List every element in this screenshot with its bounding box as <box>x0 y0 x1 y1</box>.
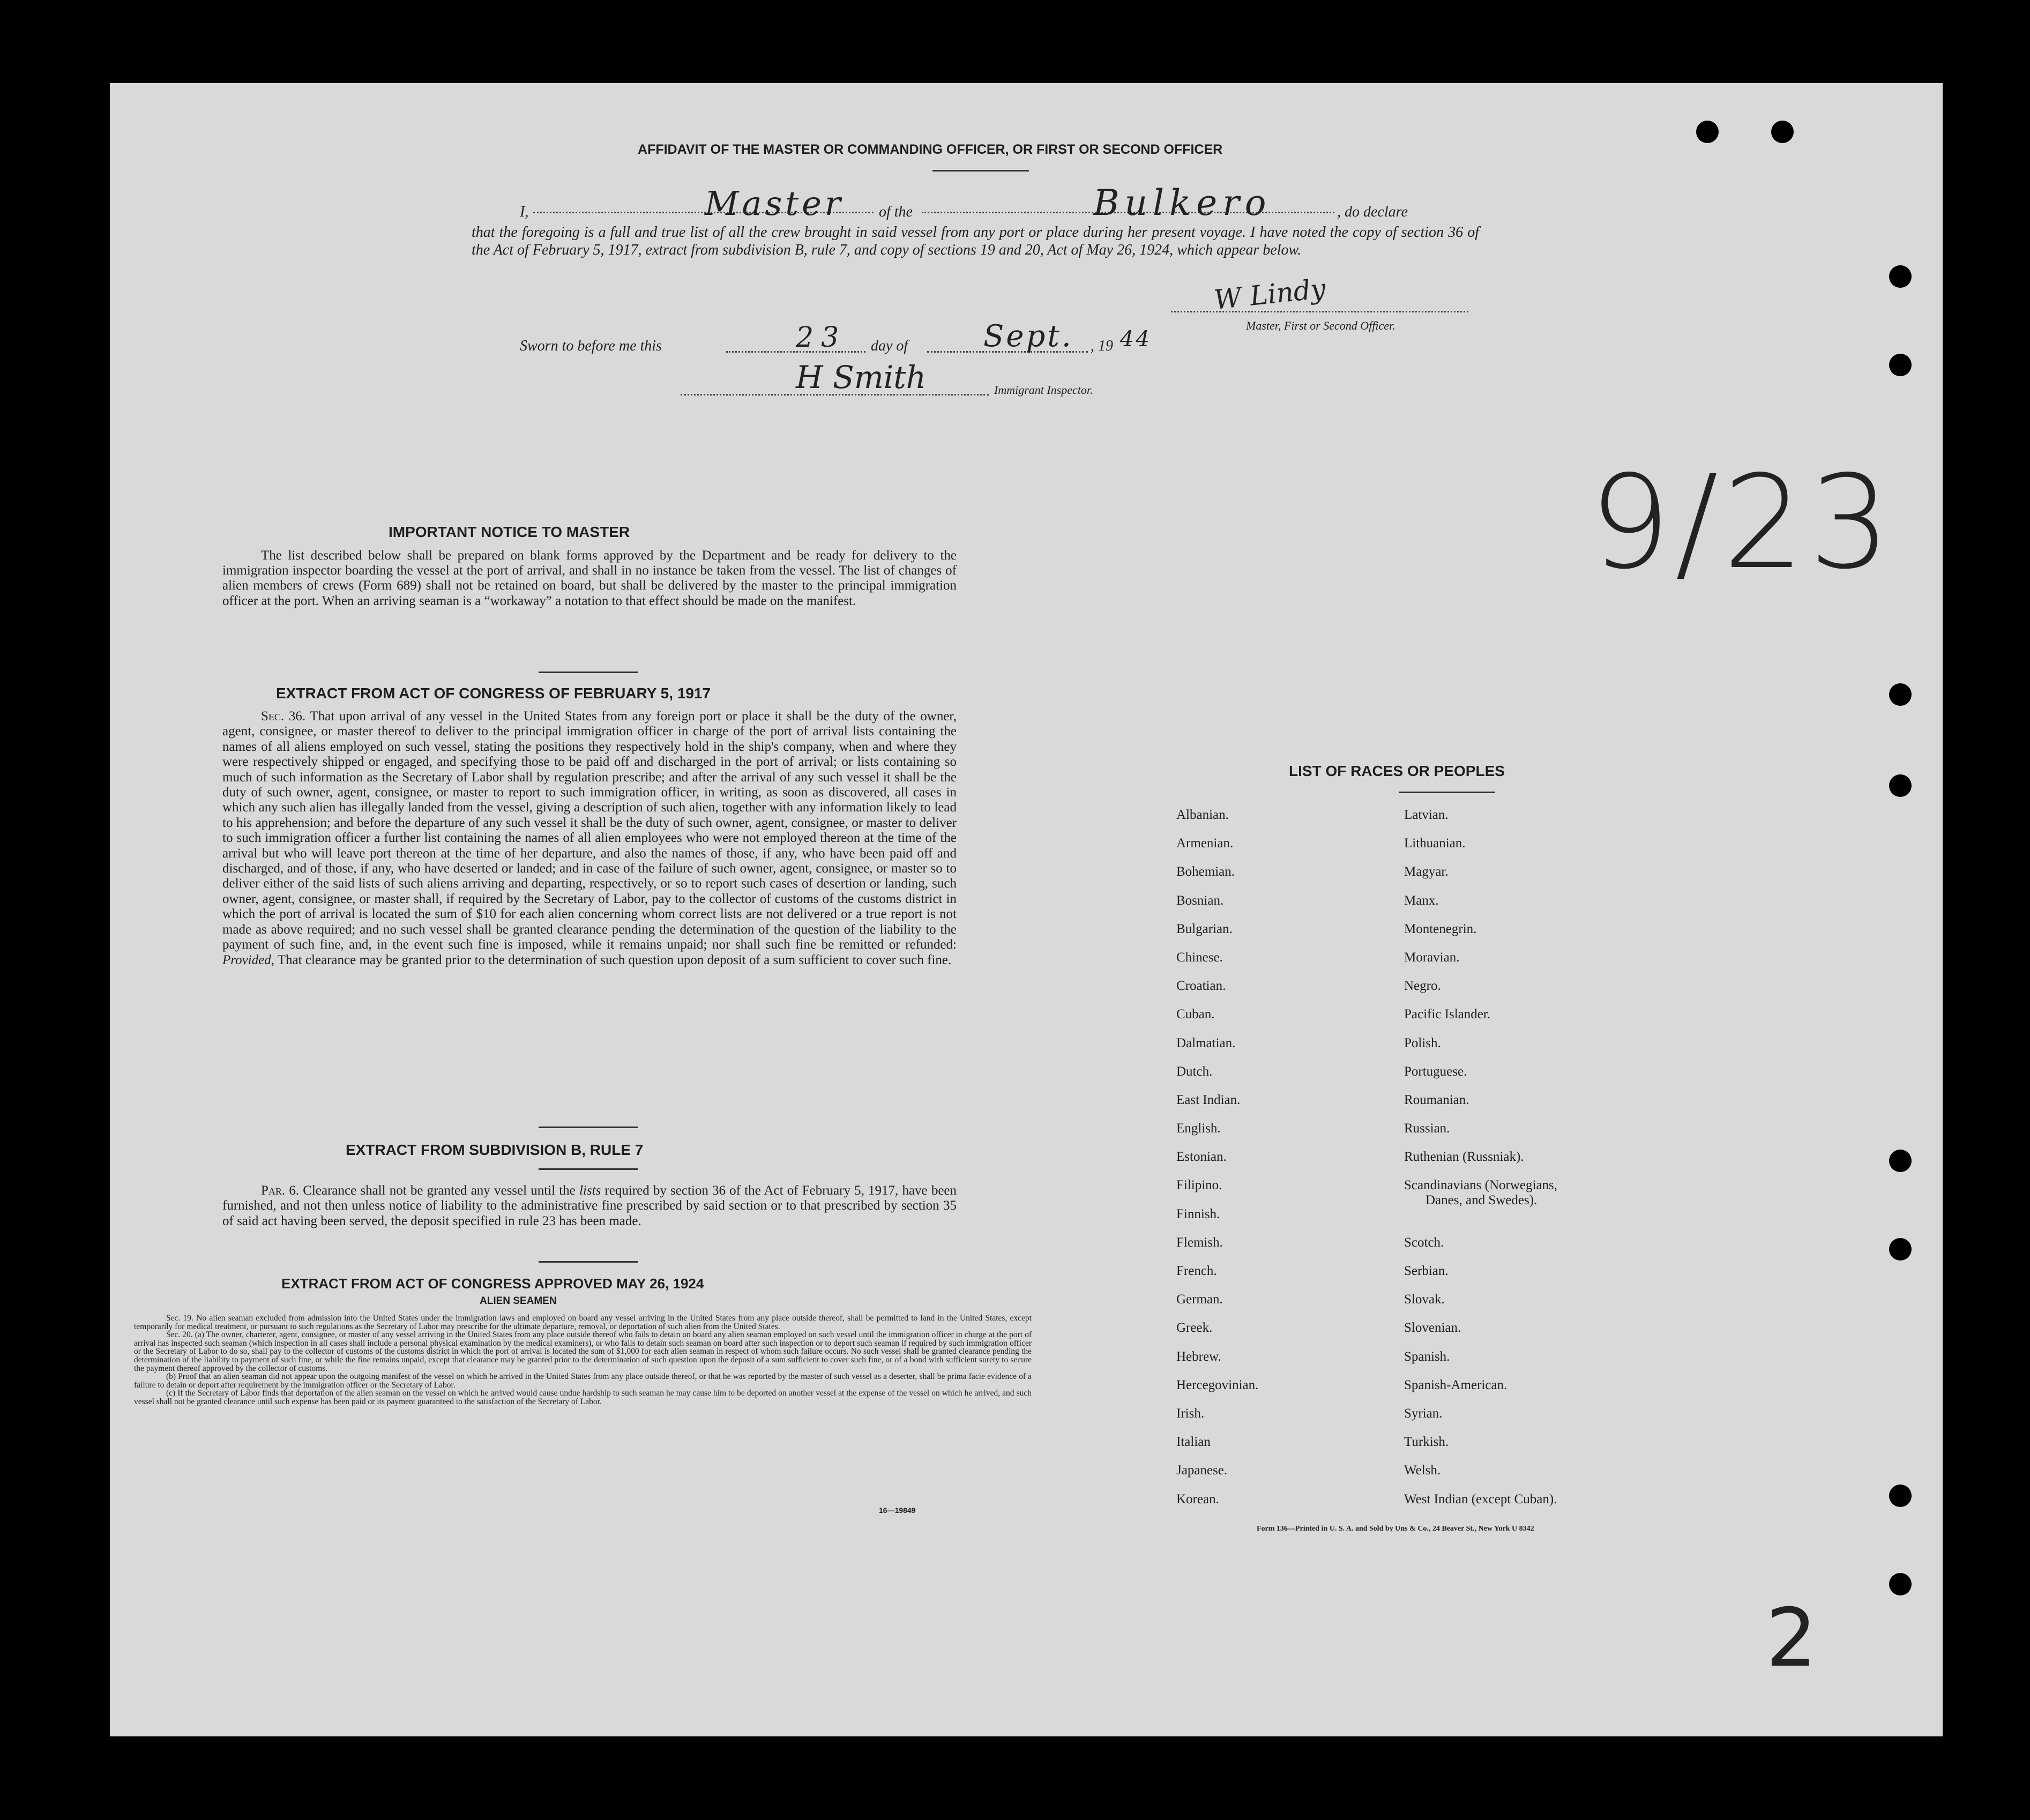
sec-19-text: Sec. 19. No alien seaman excluded from admission into the United States under the immigration laws and employed on board any vessel arriving in the United States from any place outside thereof, shall be permitted to land in the United States, except temporarily for medical treatment, or pursuant to such regulations as the Secretary of Labor may prescribe for the ultimate departure, removal, or deportation of such alien from the United States. <box>134 1314 1032 1331</box>
sec-36-body: That upon arrival of any vessel in the United States from any foreign port or place it shall be the duty of the owner, agent, consignee, or master thereof to deliver to the principal immigration officer in charge of the port of arrival lists containing the names of all aliens employed on such vessel, stating the positions they respectively hold in the ship's company, when and where they were respectively shipped or engaged, and specifying those to be paid off and discharged in the port of arrival; or lists containing so much of such information as the Secretary of Labor shall by regulation prescribe; and after the arrival of any such vessel it shall be the duty of such owner, agent, consignee, or master to report to such immigration officer, in writing, as soon as discovered, all cases in which any such alien has illegally landed from the vessel, giving a description of such alien, together with any information likely to lead to his apprehension; and before the departure of any such vessel it shall be the duty of such owner, agent, consignee, or master to deliver to such immigration officer a further list containing the names of all alien employees who were not employed thereon at the time of the arrival but who will leave port thereon at the time of her departure, and also the names of those, if any, who have been paid off and discharged, and of those, if any, who have deserted or landed; and in case of the failure of such owner, agent, consignee, or master so to deliver either of the said lists of such aliens arriving and departing, respectively, or so to report such cases of desertion or landing, such owner, agent, consignee, or master shall, if required by the Secretary of Labor, pay to the collector of customs of the customs district in which the port of arrival is located the sum of $10 for each alien concerning whom correct lists are not delivered or a true report is not made as above required; and no such vessel shall be granted clearance pending the determination of the question of the liability to the payment of such fine, and, in the event such fine is imposed, while it remains unpaid; nor shall such fine be remitted or refunded: <box>222 709 957 952</box>
race-item: Japanese. <box>1176 1463 1228 1478</box>
sec-36-label: Sec. 36. <box>261 709 306 723</box>
rule7-body-a: Clearance shall not be granted any vessel until the <box>303 1183 576 1198</box>
races-title: LIST OF RACES OR PEOPLES <box>1289 763 1505 779</box>
inspector-signature: H Smith <box>796 359 926 396</box>
alien-seamen-subtitle: ALIEN SEAMEN <box>480 1295 557 1307</box>
punch-hole <box>1889 1150 1912 1172</box>
race-item: West Indian (except Cuban). <box>1404 1491 1557 1506</box>
race-item: Croatian. <box>1176 979 1226 994</box>
master-signature: W Lindy <box>1212 273 1327 316</box>
rule7-text <box>222 1183 957 1229</box>
title-rule <box>932 170 1029 171</box>
race-item: Scotch. <box>1404 1235 1444 1250</box>
race-item: Italian <box>1176 1435 1211 1450</box>
year-prefix: , 19 <box>1091 338 1113 354</box>
punch-hole <box>1889 1238 1912 1260</box>
race-item: Ruthenian (Russniak). <box>1404 1150 1524 1165</box>
punch-hole <box>1889 354 1912 376</box>
handwritten-date-note: 9/23 <box>1589 447 1895 598</box>
race-item: Lithuanian. <box>1404 836 1466 851</box>
document-page <box>110 83 1943 1736</box>
race-item: Slovenian. <box>1404 1321 1461 1336</box>
race-item: Roumanian. <box>1404 1092 1469 1107</box>
race-item: Slovak. <box>1404 1292 1445 1307</box>
race-item: Korean. <box>1176 1491 1219 1506</box>
vessel-handwritten: Bulkero <box>1093 182 1272 223</box>
inspector-caption: Immigrant Inspector. <box>994 383 1093 397</box>
race-item: Danes, and Swedes). <box>1426 1193 1538 1208</box>
punch-hole <box>1889 1485 1912 1507</box>
do-declare-label: , do declare <box>1337 204 1408 220</box>
race-item: French. <box>1176 1264 1217 1278</box>
race-item: Armenian. <box>1176 836 1234 851</box>
race-item: Estonian. <box>1176 1150 1227 1165</box>
par-6-label: Par. 6. <box>261 1183 300 1198</box>
punch-hole <box>1889 1573 1912 1595</box>
punch-hole <box>1696 121 1719 143</box>
i-label: I, <box>520 204 529 220</box>
provided-word: Provided, <box>222 952 274 967</box>
race-item: Flemish. <box>1176 1235 1223 1250</box>
printer-footer: Form 136—Printed in U. S. A. and Sold by Uns & Co., 24 Beaver St., New York U 8342 <box>1257 1525 1534 1533</box>
race-item: Portuguese. <box>1404 1064 1467 1079</box>
race-item: Latvian. <box>1404 808 1449 822</box>
rule7-body-b: required by section 36 of the Act of February 5, 1917, have been furnished, and not then unless notice of liability to the administrative fine prescribed by said section or to that prescribed by section 35 of said act having been served, the deposit specified in rule 23 has been made. <box>222 1183 957 1228</box>
races-title-rule <box>1399 792 1495 793</box>
lists-word: lists <box>579 1183 601 1198</box>
race-item: East Indian. <box>1176 1092 1241 1107</box>
race-item: Bulgarian. <box>1176 921 1233 936</box>
race-item: Syrian. <box>1404 1406 1443 1421</box>
race-item: Filipino. <box>1176 1178 1222 1193</box>
race-item: Welsh. <box>1404 1463 1441 1478</box>
race-item: Irish. <box>1176 1406 1205 1421</box>
affidavit-title: AFFIDAVIT OF THE MASTER OR COMMANDING OFFICER, OR FIRST OR SECOND OFFICER <box>638 142 1223 157</box>
day-of-label: day of <box>871 338 908 354</box>
race-item: Finnish. <box>1176 1206 1220 1221</box>
race-item: Spanish. <box>1404 1349 1450 1364</box>
sworn-label: Sworn to before me this <box>520 338 662 354</box>
race-item: Pacific Islander. <box>1404 1007 1491 1022</box>
race-item: Dalmatian. <box>1176 1035 1236 1050</box>
of-the-label: of the <box>879 204 913 220</box>
extract-1924-text <box>134 1314 1032 1406</box>
race-item: Magyar. <box>1404 864 1449 879</box>
race-item: Cuban. <box>1176 1007 1215 1022</box>
race-item: Hercegovinian. <box>1176 1377 1259 1392</box>
declarant-handwritten: Master <box>705 184 844 223</box>
races-left-column <box>1176 808 1258 1520</box>
race-item: Hebrew. <box>1176 1349 1221 1364</box>
race-item: Moravian. <box>1404 950 1460 965</box>
race-item: Bohemian. <box>1176 864 1235 879</box>
punch-hole <box>1889 265 1912 288</box>
race-item: Russian. <box>1404 1121 1450 1136</box>
sworn-month: Sept. <box>983 319 1073 354</box>
race-item: Greek. <box>1176 1321 1213 1336</box>
section-rule <box>539 1127 638 1128</box>
race-item: Turkish. <box>1404 1435 1449 1450</box>
race-item: Albanian. <box>1176 808 1229 822</box>
notice-title: IMPORTANT NOTICE TO MASTER <box>389 524 630 540</box>
sec-20a-text: Sec. 20. (a) The owner, charterer, agent, consignee, or master of any vessel arriving in the United States from any place outside thereof who fails to detain on board any alien seaman employed on such vessel until the immigration officer in charge at the port of arrival has inspected such seaman (which inspection in all cases shall include a personal physical examination by the medical examiners), or who fails to detain such seaman on board after such inspection or to deport such seaman if required by such immigration officer or the Secretary of Labor to do so, shall pay to the collector of customs of the customs district in which the port of arrival is located the sum of $1,000 for each alien seaman in respect of whom such failure occurs. No such vessel shall be granted clearance pending the determination of the liability to payment of such fine, or while the fine remains unpaid, except that clearance may be granted prior to the determination of such question upon the deposit of a sum sufficient to cover such fine, or of a bond with sufficient surety to secure the payment thereof approved by the collector of customs. <box>134 1330 1032 1373</box>
rule7-title: EXTRACT FROM SUBDIVISION B, RULE 7 <box>346 1142 644 1158</box>
punch-hole <box>1889 683 1912 706</box>
sec-20b-text: (b) Proof that an alien seaman did not appear upon the outgoing manifest of the vessel on which he arrived in the United States from any place outside thereof, or that he was reported by the master of such vessel as a deserter, shall be prima facie evidence of a failure to detain or deport after requirement by the immigration officer or the Secretary of Labor. <box>134 1372 1032 1390</box>
extract-1917-text <box>222 709 957 968</box>
race-item: Polish. <box>1404 1035 1441 1050</box>
sworn-day: 23 <box>796 322 847 354</box>
race-item: English. <box>1176 1121 1221 1136</box>
extract-1924-title: EXTRACT FROM ACT OF CONGRESS APPROVED MAY 26, 1924 <box>281 1276 704 1292</box>
notice-text: The list described below shall be prepared on blank forms approved by the Department and be ready for delivery to the immigration inspector boarding the vessel at the port of arrival, and shall in no instance be taken from the vessel. The list of changes of alien members of crews (Form 689) shall not be retained on board, but shall be delivered by the master to the principal immigration officer at the port. When an arriving seaman is a “workaway” a notation to that effect should be made on the manifest. <box>222 548 957 608</box>
corner-handwritten-mark: 2 <box>1766 1592 1817 1685</box>
year-suffix: 44 <box>1120 327 1152 352</box>
race-item: German. <box>1176 1292 1223 1307</box>
race-item: Bosnian. <box>1176 893 1224 908</box>
extract-1917-title: EXTRACT FROM ACT OF CONGRESS OF FEBRUARY 5, 1917 <box>276 685 711 702</box>
affidavit-body: that the foregoing is a full and true list of all the crew brought in said vessel from any port or place during her present voyage. I have noted the copy of section 36 of the Act of February 5, 1917, extract from subdivision B, rule 7, and copy of sections 19 and 20, Act of May 26, 1924, which appear below. <box>472 224 1479 258</box>
master-caption: Master, First or Second Officer. <box>1246 319 1395 332</box>
sec-36-proviso: That clearance may be granted prior to the determination of such question upon deposit of a sum sufficient to cover such fine. <box>277 952 952 967</box>
sec-20c-text: (c) If the Secretary of Labor finds that deportation of the alien seaman on the vessel on which he arrived would cause undue hardship to such seaman he may cause him to be deported on another vessel at the expense of the vessel on which he arrived, and such vessel shall not be granted clearance until such expense has been paid or its payment guaranteed to the satisfaction of the Secretary of Labor. <box>134 1389 1032 1406</box>
race-item: Negro. <box>1404 979 1441 994</box>
race-item: Manx. <box>1404 893 1439 908</box>
punch-hole <box>1771 121 1794 143</box>
race-item: Chinese. <box>1176 950 1223 965</box>
race-item: Montenegrin. <box>1404 921 1477 936</box>
race-item: Dutch. <box>1176 1064 1213 1079</box>
race-item: Scandinavians (Norwegians, <box>1404 1178 1558 1193</box>
race-item: Serbian. <box>1404 1264 1449 1279</box>
section-rule <box>539 1261 638 1263</box>
section-rule <box>539 1168 638 1170</box>
punch-hole <box>1889 774 1912 797</box>
section-rule <box>539 672 638 673</box>
races-right-column <box>1404 808 1557 1520</box>
race-item: Spanish-American. <box>1404 1377 1507 1392</box>
form-code: 16—19849 <box>879 1506 916 1515</box>
